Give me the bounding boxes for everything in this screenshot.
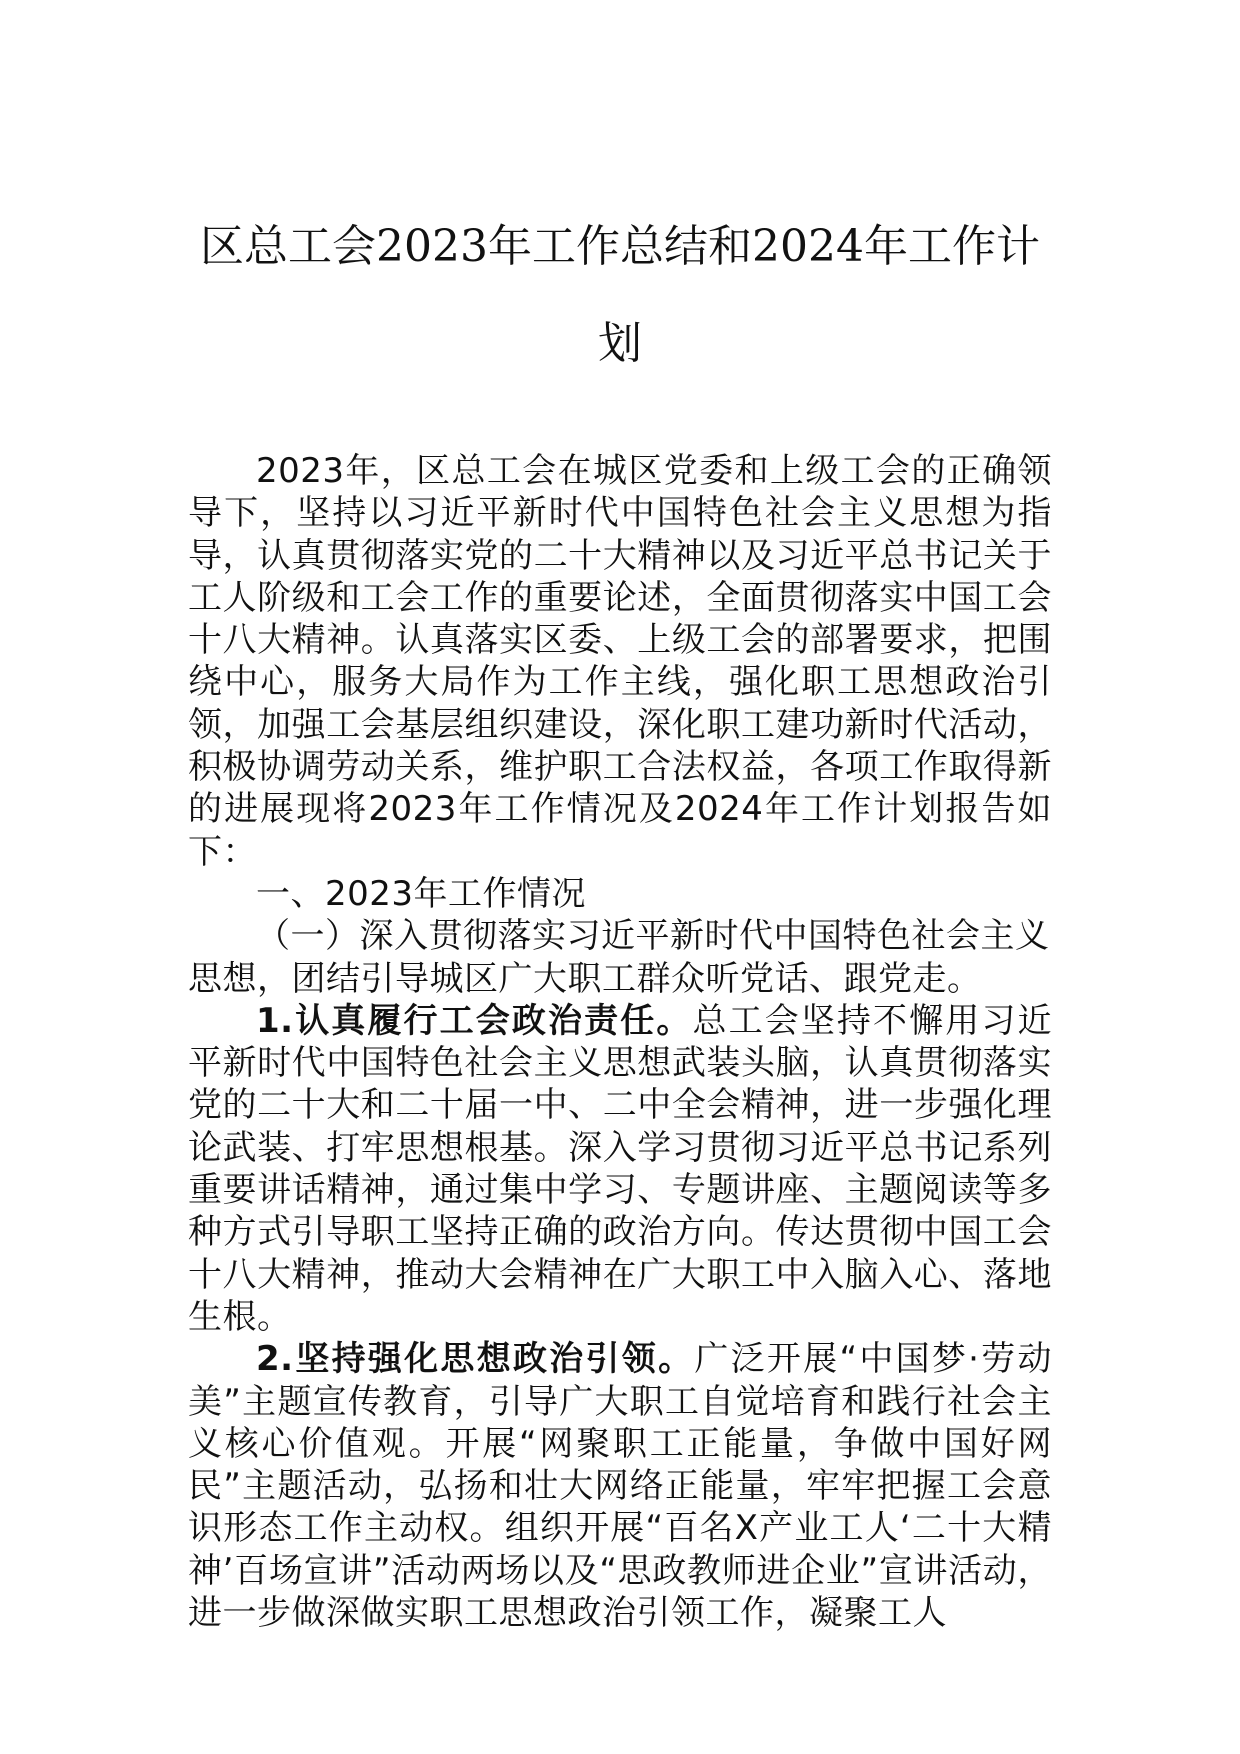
title-line-1: 区总工会2023年工作总结和2024年工作计 [200,221,1040,272]
item-1-lead: 1.认真履行工会政治责任。 [256,1000,693,1041]
item-2-text: 广泛开展“中国梦·劳动美”主题宣传教育，引导广大职工自觉培育和践行社会主义核心价值观。开展“网聚职工正能量，争做中国好网民”主题活动，弘扬和壮大网络正能量，牢牢把握工会意识形态工作主动权。组织开展“百名X产业工人‘二十大精神’百场宣讲”活动两场以及“思政教师进企业”宣讲活动，进一步做深做实职工思想政治引领工作，凝聚工人 [188,1339,1053,1634]
document-body [188,450,1052,1634]
subsection-heading-1 [188,915,1052,1000]
item-paragraph-1 [188,1000,1052,1338]
intro-paragraph-text: 2023年，区总工会在城区党委和上级工会的正确领导下，坚持以习近平新时代中国特色社会主义思想为指导，认真贯彻落实党的二十大精神以及习近平总书记关于工人阶级和工会工作的重要论述，全面贯彻落实中国工会十八大精神。认真落实区委、上级工会的部署要求，把围绕中心，服务大局作为工作主线，强化职工思想政治引领，加强工会基层组织建设，深化职工建功新时代活动，积极协调劳动关系，维护职工合法权益，各项工作取得新的进展现将2023年工作情况及2024年工作计划报告如下： [188,451,1052,872]
subsection-heading-1-text: （一）深入贯彻落实习近平新时代中国特色社会主义思想，团结引导城区广大职工群众听党话、跟党走。 [188,916,1050,999]
section-heading-1 [188,873,1052,915]
document-page [188,180,1052,1634]
item-paragraph-2 [188,1338,1052,1634]
item-1-text: 总工会坚持不懈用习近平新时代中国特色社会主义思想武装头脑，认真贯彻落实党的二十大和二十届一中、二中全会精神，进一步强化理论武装、打牢思想根基。深入学习贯彻习近平总书记系列重要讲话精神，通过集中学习、专题讲座、主题阅读等多种方式引导职工坚持正确的政治方向。传达贯彻中国工会十八大精神，推动大会精神在广大职工中入脑入心、落地生根。 [188,1000,1053,1337]
document-title [188,198,1052,392]
title-line-2: 划 [598,318,642,369]
item-2-lead: 2.坚持强化思想政治引领。 [256,1339,695,1380]
section-heading-1-text: 一、2023年工作情况 [256,873,587,914]
intro-paragraph [188,450,1052,873]
